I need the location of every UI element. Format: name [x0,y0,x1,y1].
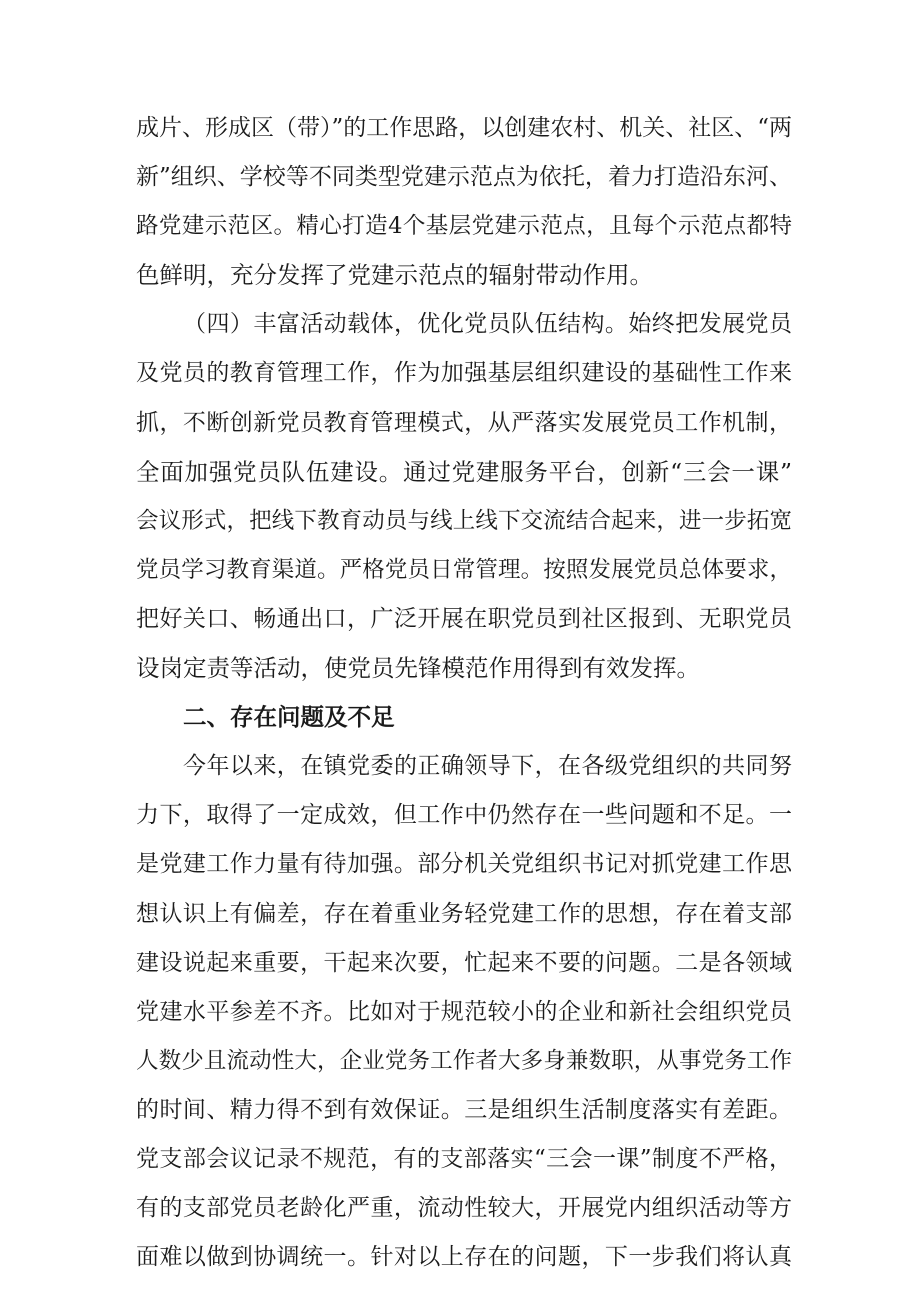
text-line: 人数少且流动性大，企业党务工作者大多身兼数职，从事党务工作 [136,1047,792,1074]
text-line: 全面加强党员队伍建设。通过党建服务平台，创新“三会一课” [136,457,792,486]
text-line: 会议形式，把线下教育动员与线上线下交流结合起来，进一步拓宽 [136,507,792,534]
paragraph-start-line: （四）丰富活动载体，优化党员队伍结构。始终把发展党员 [183,311,792,338]
text-line: 路党建示范区。精心打造4个基层党建示范点，且每个示范点都特 [136,213,792,240]
text-line: 党建水平参差不齐。比如对于规范较小的企业和新社会组织党员 [136,998,792,1025]
text-line: 是党建工作力量有待加强。部分机关党组织书记对抓党建工作思 [136,851,792,878]
text-line: 成片、形成区（带）”的工作思路，以创建农村、机关、社区、“两 [136,115,792,141]
text-line: 新”组织、学校等不同类型党建示范点为依托，着力打造沿东河、 [136,164,792,191]
document-body [136,104,792,1282]
section-heading: 二、存在问题及不足 [183,703,395,732]
text-line: 的时间、精力得不到有效保证。三是组织生活制度落实有差距。 [136,1096,792,1123]
text-line: 抓，不断创新党员教育管理模式，从严落实发展党员工作机制， [136,409,792,436]
text-line: 把好关口、畅通出口，广泛开展在职党员到社区报到、无职党员 [136,605,792,632]
text-line: 党支部会议记录不规范，有的支部落实“三会一课”制度不严格， [136,1145,792,1172]
text-line: 党员学习教育渠道。严格党员日常管理。按照发展党员总体要求， [136,556,792,583]
text-line: 面难以做到协调统一。针对以上存在的问题，下一步我们将认真 [136,1244,792,1271]
paragraph-start-line: 今年以来，在镇党委的正确领导下，在各级党组织的共同努 [183,753,792,780]
text-line: 建设说起来重要，干起来次要，忙起来不要的问题。二是各领域 [136,949,792,976]
text-line: 力下，取得了一定成效，但工作中仍然存在一些问题和不足。一 [136,802,792,829]
text-line: 色鲜明，充分发挥了党建示范点的辐射带动作用。 [136,261,653,290]
text-line: 及党员的教育管理工作，作为加强基层组织建设的基础性工作来 [136,360,792,387]
text-line: 有的支部党员老龄化严重，流动性较大，开展党内组织活动等方 [136,1195,792,1222]
text-line: 想认识上有偏差，存在着重业务轻党建工作的思想，存在着支部 [136,900,792,927]
text-line: 设岗定责等活动，使党员先锋模范作用得到有效发挥。 [136,654,700,683]
